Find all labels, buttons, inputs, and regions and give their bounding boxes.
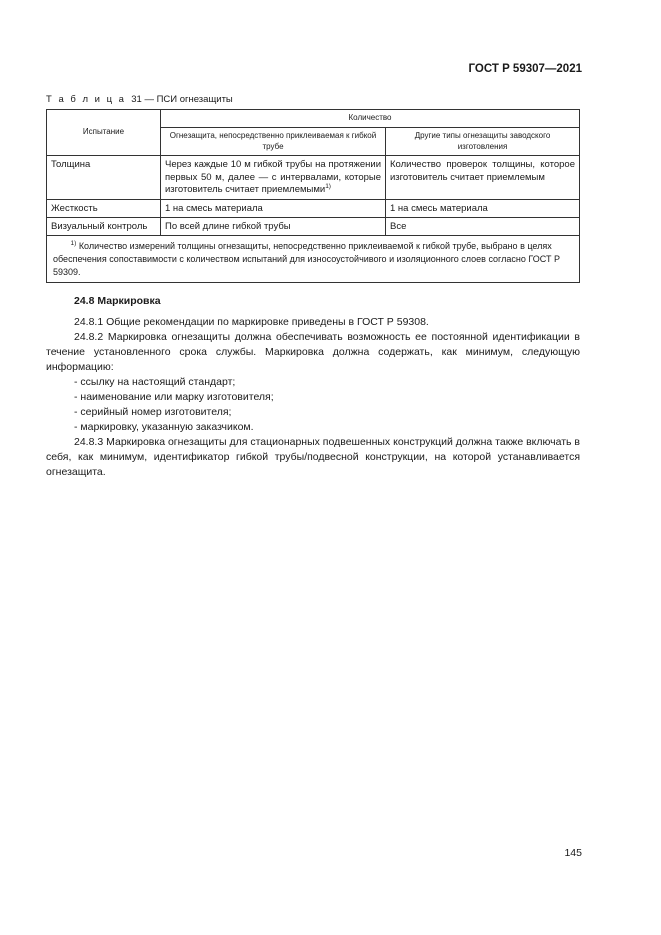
table-caption bbox=[46, 94, 233, 105]
table-caption-text: 31 — ПСИ огнезащиты bbox=[131, 94, 233, 105]
table-row bbox=[47, 218, 580, 236]
header-quantity: Количество bbox=[161, 110, 580, 128]
cell-test: Жесткость bbox=[47, 200, 161, 218]
table-row bbox=[47, 156, 580, 200]
cell-b: Все bbox=[386, 218, 580, 236]
paragraph-24-8-3: 24.8.3 Маркировка огнезащиты для стационарных подвешенных конструкций должна также включать в себя, как минимум, идентификатор гибкой трубы/подвесной конструкции, на которой устанавливается огнезащита. bbox=[46, 436, 580, 478]
section-title: 24.8 Маркировка bbox=[74, 295, 161, 307]
cell-a: 1 на смесь материала bbox=[161, 200, 386, 218]
cell-test: Визуальный контроль bbox=[47, 218, 161, 236]
cell-a bbox=[161, 156, 386, 200]
table-footnote bbox=[47, 236, 580, 283]
list-item: - маркировку, указанную заказчиком. bbox=[74, 421, 254, 433]
footnote-mark: 1) bbox=[70, 240, 77, 248]
cell-b: Количество проверок толщины, которое изготовитель считает приемлемым bbox=[386, 156, 580, 200]
cell-a-text: Через каждые 10 м гибкой трубы на протяжении первых 50 м, далее — с интервалами, которые изготовитель считает приемлемыми bbox=[165, 159, 381, 196]
paragraph-24-8-2: 24.8.2 Маркировка огнезащиты должна обеспечивать возможность ее постоянной идентификации в течение установленного срока службы. Маркировка должна содержать, как минимум, следующую информацию: bbox=[46, 331, 580, 373]
paragraph-24-8-1: 24.8.1 Общие рекомендации по маркировке приведены в ГОСТ Р 59308. bbox=[74, 316, 429, 328]
list-item: - наименование или марку изготовителя; bbox=[74, 391, 274, 403]
footnote-text: Количество измерений толщины огнезащиты, непосредственно приклеиваемой к гибкой трубе, выбрано в целях обеспечения сопоставимости с количеством испытаний для износоустойчивого и изоляционного слоев согласно ГОСТ Р 59309. bbox=[53, 241, 560, 277]
section-marking bbox=[46, 294, 580, 480]
cell-a: По всей длине гибкой трубы bbox=[161, 218, 386, 236]
cell-test: Толщина bbox=[47, 156, 161, 200]
header-col-b: Другие типы огнезащиты заводского изготовления bbox=[386, 127, 580, 156]
header-test: Испытание bbox=[47, 110, 161, 156]
table-row bbox=[47, 200, 580, 218]
document-number: ГОСТ Р 59307—2021 bbox=[468, 63, 582, 75]
table-caption-label: Т а б л и ц а bbox=[46, 94, 126, 105]
list-item: - серийный номер изготовителя; bbox=[74, 406, 232, 418]
psi-table bbox=[46, 109, 580, 283]
page-number: 145 bbox=[564, 847, 582, 859]
list-item: - ссылку на настоящий стандарт; bbox=[74, 376, 236, 388]
footnote-ref: 1) bbox=[325, 183, 331, 191]
cell-b: 1 на смесь материала bbox=[386, 200, 580, 218]
header-col-a: Огнезащита, непосредственно приклеиваемая к гибкой трубе bbox=[161, 127, 386, 156]
